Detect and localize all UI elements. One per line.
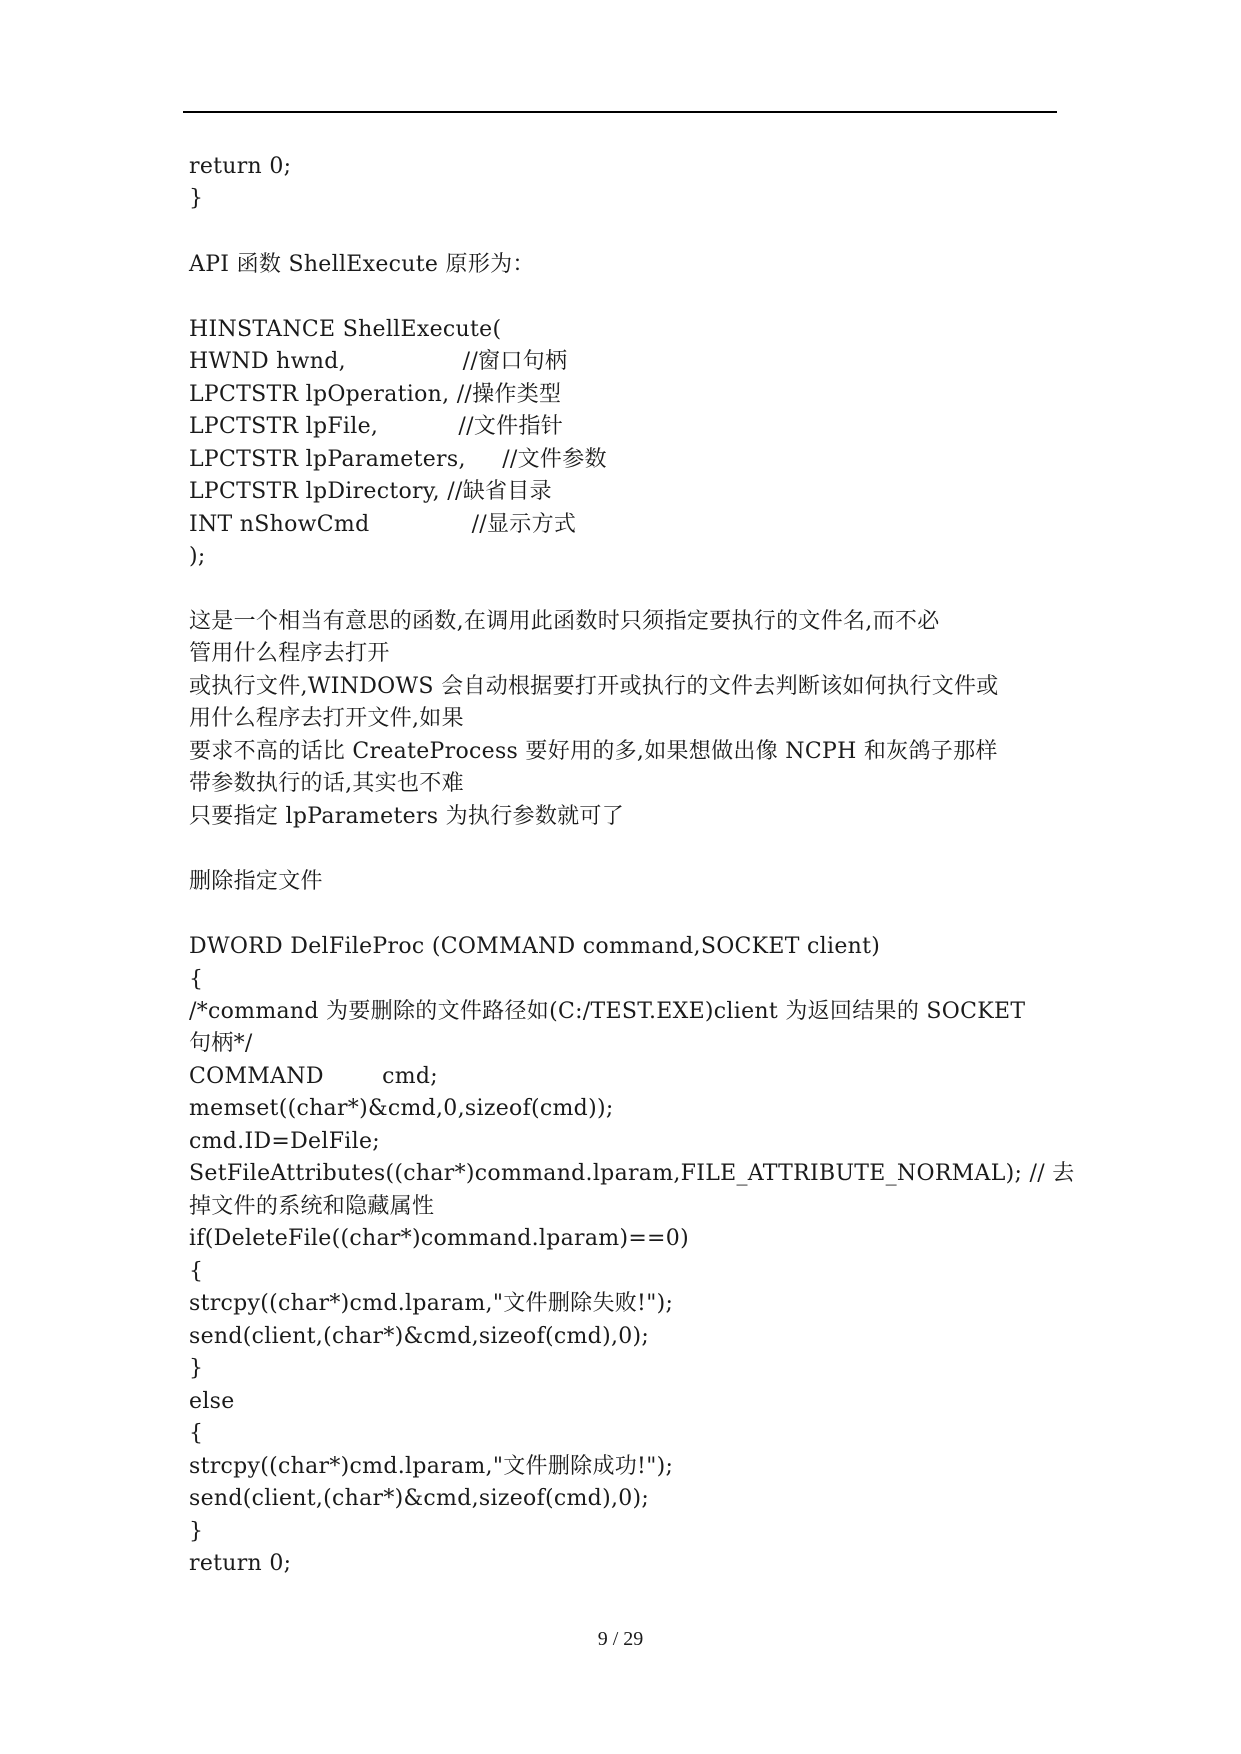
code-line: LPCTSTR lpDirectory, //缺省目录 <box>189 479 552 504</box>
code-line: { <box>189 1421 204 1446</box>
code-line: send(client,(char*)&cmd,sizeof(cmd),0); <box>189 1324 650 1349</box>
code-line: LPCTSTR lpParameters, //文件参数 <box>189 447 607 472</box>
code-line: INT nShowCmd //显示方式 <box>189 512 577 537</box>
code-line: } <box>189 186 204 211</box>
paragraph-line: 带参数执行的话,其实也不难 <box>189 771 464 796</box>
paragraph-line: 只要指定 lpParameters 为执行参数就可了 <box>189 804 625 829</box>
code-line: send(client,(char*)&cmd,sizeof(cmd),0); <box>189 1486 650 1511</box>
code-line: HINSTANCE ShellExecute( <box>189 317 502 342</box>
text-line: API 函数 ShellExecute 原形为： <box>189 252 535 277</box>
code-line: 掉文件的系统和隐藏属性 <box>189 1194 435 1219</box>
code-line: LPCTSTR lpOperation, //操作类型 <box>189 382 562 407</box>
code-line: 句柄*/ <box>189 1031 253 1056</box>
code-line: } <box>189 1519 204 1544</box>
page-number: 9 / 29 <box>597 1628 644 1650</box>
code-line: LPCTSTR lpFile, //文件指针 <box>189 414 564 439</box>
code-line: if(DeleteFile((char*)command.lparam)==0) <box>189 1226 689 1251</box>
code-line: return 0; <box>189 154 292 179</box>
code-line: strcpy((char*)cmd.lparam,"文件删除失败!"); <box>189 1291 674 1316</box>
code-line: DWORD DelFileProc (COMMAND command,SOCKET client) <box>189 934 881 959</box>
code-line: memset((char*)&cmd,0,sizeof(cmd)); <box>189 1096 614 1121</box>
code-line: /*command 为要删除的文件路径如(C:/TEST.EXE)client 为返回结果的 SOCKET <box>189 999 1026 1024</box>
code-line: COMMAND cmd; <box>189 1064 439 1089</box>
page-body <box>189 0 1075 1754</box>
paragraph-line: 或执行文件,WINDOWS 会自动根据要打开或执行的文件去判断该如何执行文件或 <box>189 674 999 699</box>
code-line: else <box>189 1389 235 1414</box>
code-line: strcpy((char*)cmd.lparam,"文件删除成功!"); <box>189 1454 674 1479</box>
code-line: { <box>189 1259 204 1284</box>
code-line: } <box>189 1356 204 1381</box>
code-line: ); <box>189 544 206 569</box>
code-line: return 0; <box>189 1551 292 1576</box>
code-line: HWND hwnd, //窗口句柄 <box>189 349 568 374</box>
code-line: { <box>189 967 204 992</box>
code-line: cmd.ID=DelFile; <box>189 1129 380 1154</box>
paragraph-line: 这是一个相当有意思的函数,在调用此函数时只须指定要执行的文件名,而不必 <box>189 609 940 634</box>
paragraph-line: 管用什么程序去打开 <box>189 641 390 666</box>
paragraph-line: 要求不高的话比 CreateProcess 要好用的多,如果想做出像 NCPH 和灰鸽子那样 <box>189 739 998 764</box>
section-heading: 删除指定文件 <box>189 869 323 894</box>
paragraph-line: 用什么程序去打开文件,如果 <box>189 706 464 731</box>
code-line: SetFileAttributes((char*)command.lparam,FILE_ATTRIBUTE_NORMAL); // 去 <box>189 1161 1075 1186</box>
